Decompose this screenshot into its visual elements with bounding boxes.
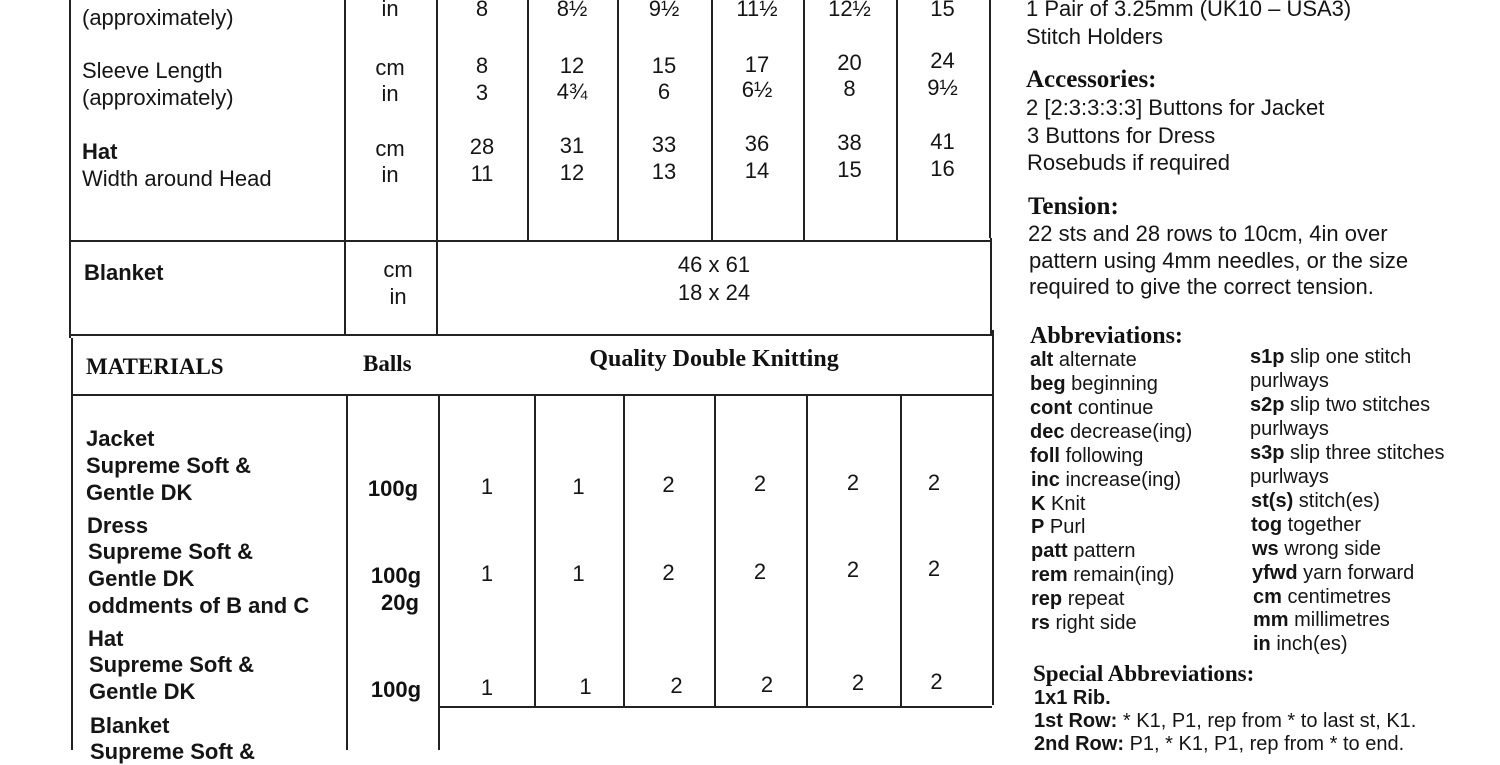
sleeve-in-value: 6	[657, 79, 671, 104]
rib-row-2: 2nd Row: P1, * K1, P1, rep from * to end.	[1034, 733, 1405, 755]
partial-row-unit: in	[381, 0, 399, 21]
abbr-entry: st(s) stitch(es)	[1251, 490, 1380, 512]
sleeve-cm-value: 20	[837, 50, 862, 75]
accessory-item: Rosebuds if required	[1027, 150, 1231, 175]
partial-row-value: 15	[930, 0, 955, 21]
abbr-entry: s2p slip two stitches	[1250, 394, 1431, 416]
abbr-entry: inc increase(ing)	[1031, 469, 1182, 491]
hat-yarn-sub: Gentle DK	[89, 679, 196, 704]
row-divider-blanket-materials	[438, 706, 992, 708]
hat-weight: 100g	[370, 677, 422, 702]
dress-balls: 2	[662, 560, 675, 585]
partial-row-value: 8	[475, 0, 489, 21]
abbr-entry: dec decrease(ing)	[1030, 421, 1193, 443]
rib-row-1: 1st Row: * K1, P1, rep from * to last st, K1.	[1034, 710, 1417, 732]
abbr-entry: yfwd yarn forward	[1252, 562, 1415, 584]
sleeve-cm-value: 17	[744, 52, 770, 77]
abbr-entry: cont continue	[1030, 397, 1154, 419]
sleeve-cm-value: 15	[651, 53, 677, 78]
needles-line: 1 Pair of 3.25mm (UK10 – USA3)	[1026, 0, 1352, 21]
abbr-entry: patt pattern	[1031, 540, 1136, 562]
abbr-entry: P Purl	[1031, 516, 1086, 538]
sleeve-cm-value: 8	[475, 53, 489, 78]
unit-in: in	[381, 162, 399, 187]
blanket-cm-value: 46 x 61	[677, 252, 751, 277]
dress-balls: 1	[572, 561, 585, 586]
abbreviations-heading: Abbreviations:	[1030, 323, 1183, 349]
abbr-entry: ws wrong side	[1252, 538, 1381, 560]
hat-label: Hat	[82, 139, 118, 164]
sleeve-in-value: 9½	[927, 75, 958, 100]
sleeve-cm-value: 12	[559, 53, 585, 78]
blanket-label: Blanket	[84, 260, 164, 285]
dress-yarn: Supreme Soft &	[88, 539, 254, 564]
unit-cm: cm	[375, 136, 405, 161]
hat-in-value: 12	[559, 160, 585, 185]
mat-col-divider	[623, 394, 625, 706]
hat-balls: 1	[480, 675, 494, 700]
hat-cm-value: 31	[559, 133, 585, 158]
accessory-item: 3 Buttons for Dress	[1027, 123, 1216, 148]
hat-in-value: 15	[837, 157, 862, 182]
mat-col-divider	[900, 394, 902, 706]
hat-cm-value: 33	[651, 132, 677, 157]
sleeve-length-label: Sleeve Length	[82, 58, 223, 83]
sleeve-in-value: 6½	[741, 77, 773, 102]
unit-cm: cm	[383, 257, 413, 282]
tension-line: pattern using 4mm needles, or the size	[1029, 248, 1409, 273]
hat-cm-value: 38	[837, 130, 862, 155]
quality-heading: Quality Double Knitting	[589, 346, 839, 372]
partial-row-value: 9½	[648, 0, 680, 21]
table-left-border	[69, 0, 71, 338]
jacket-balls: 1	[572, 474, 585, 499]
sleeve-in-value: 8	[843, 76, 856, 101]
hat-in-value: 11	[470, 161, 494, 186]
jacket-yarn: Supreme Soft &	[86, 453, 252, 478]
sleeve-cm-value: 24	[930, 48, 955, 73]
dress-balls: 1	[480, 561, 494, 586]
hat-cm-value: 36	[744, 131, 770, 156]
hat-balls: 2	[930, 669, 943, 694]
dress-yarn-sub: Gentle DK	[88, 566, 195, 591]
unit-cm: cm	[375, 55, 405, 80]
abbr-entry: alt alternate	[1030, 349, 1137, 371]
col-divider	[617, 0, 619, 240]
row-divider-materials	[69, 334, 991, 336]
tension-heading: Tension:	[1028, 193, 1119, 220]
special-abbreviations-heading: Special Abbreviations:	[1033, 661, 1255, 686]
sleeve-in-value: 3	[475, 80, 489, 105]
dress-balls: 2	[927, 556, 941, 581]
abbr-entry: K Knit	[1031, 493, 1086, 515]
jacket-weight: 100g	[367, 476, 419, 501]
row-divider-materials-header	[71, 394, 992, 396]
table-right-border	[989, 0, 991, 238]
dress-oddments: oddments of B and C	[88, 593, 310, 618]
col-divider	[527, 0, 529, 240]
abbr-entry: cm centimetres	[1253, 586, 1391, 608]
hat-balls: 2	[851, 670, 865, 695]
stitch-holders: Stitch Holders	[1026, 24, 1163, 49]
tension-line: required to give the correct tension.	[1029, 274, 1374, 299]
dress-balls: 2	[846, 557, 860, 582]
unit-in: in	[389, 284, 407, 309]
jacket-balls: 2	[846, 470, 860, 495]
abbr-entry: in inch(es)	[1253, 633, 1348, 655]
hat-yarn: Supreme Soft &	[89, 652, 255, 677]
dress-weight: 100g	[370, 563, 422, 588]
jacket-balls: 2	[927, 470, 941, 495]
abbr-entry: beg beginning	[1030, 373, 1158, 395]
abbr-entry: s3p slip three stitches	[1250, 442, 1445, 464]
col-divider	[803, 0, 805, 240]
abbr-entry: mm millimetres	[1253, 609, 1390, 631]
abbr-entry: rem remain(ing)	[1031, 564, 1175, 586]
abbr-entry: rep repeat	[1031, 588, 1125, 610]
partial-row-value: 12½	[828, 0, 871, 21]
accessory-item: 2 [2:3:3:3:3] Buttons for Jacket	[1026, 95, 1325, 120]
abbr-entry: s1p slip one stitch	[1250, 346, 1412, 368]
balls-heading: Balls	[363, 351, 412, 376]
col-divider	[711, 0, 713, 240]
hat-balls: 2	[670, 673, 683, 698]
col-divider	[896, 0, 898, 240]
hat-in-value: 16	[930, 156, 955, 181]
blanket-in-value: 18 x 24	[677, 280, 751, 305]
table-right-border-2	[990, 238, 992, 336]
jacket-yarn-sub: Gentle DK	[86, 480, 193, 505]
hat-material-label: Hat	[88, 626, 124, 651]
hat-label-sub: Width around Head	[82, 166, 272, 191]
hat-cm-value: 41	[930, 129, 955, 154]
mat-col-divider	[714, 394, 716, 706]
tension-line: 22 sts and 28 rows to 10cm, 4in over	[1028, 221, 1388, 246]
jacket-label: Jacket	[86, 426, 155, 451]
accessories-heading: Accessories:	[1026, 66, 1157, 93]
hat-cm-value: 28	[469, 134, 495, 159]
unit-in: in	[381, 81, 399, 106]
jacket-balls: 1	[480, 474, 494, 499]
hat-balls: 2	[760, 672, 774, 697]
hat-in-value: 14	[744, 158, 770, 183]
abbr-entry: tog together	[1251, 514, 1362, 536]
mat-col-divider	[806, 394, 808, 706]
abbr-entry: purlways	[1250, 418, 1329, 440]
blanket-yarn: Supreme Soft &	[90, 739, 256, 764]
sleeve-length-label-sub: (approximately)	[82, 85, 234, 110]
partial-row-value: 8½	[556, 0, 588, 21]
dress-oddments-weight: 20g	[381, 590, 419, 615]
hat-in-value: 13	[651, 159, 677, 184]
blanket-material-label: Blanket	[90, 713, 170, 738]
rib-title: 1x1 Rib.	[1034, 687, 1111, 709]
abbr-entry: foll following	[1030, 445, 1144, 467]
table-left-border-lower	[71, 338, 73, 750]
table-right-border-3	[992, 330, 994, 705]
abbr-entry: purlways	[1250, 370, 1329, 392]
sleeve-in-value: 4¾	[556, 79, 588, 104]
materials-heading: MATERIALS	[86, 354, 224, 379]
mat-col-divider	[534, 394, 536, 706]
dress-label: Dress	[87, 513, 149, 538]
abbr-entry: purlways	[1250, 466, 1329, 488]
partial-row-label: (approximately)	[82, 5, 234, 30]
jacket-balls: 2	[753, 471, 767, 496]
row-divider-blanket	[69, 240, 991, 242]
partial-row-value: 11½	[736, 0, 778, 21]
jacket-balls: 2	[662, 472, 675, 497]
dress-balls: 2	[753, 559, 767, 584]
hat-balls: 1	[579, 674, 592, 699]
abbr-entry: rs right side	[1031, 612, 1137, 634]
label-unit-divider	[344, 0, 346, 336]
